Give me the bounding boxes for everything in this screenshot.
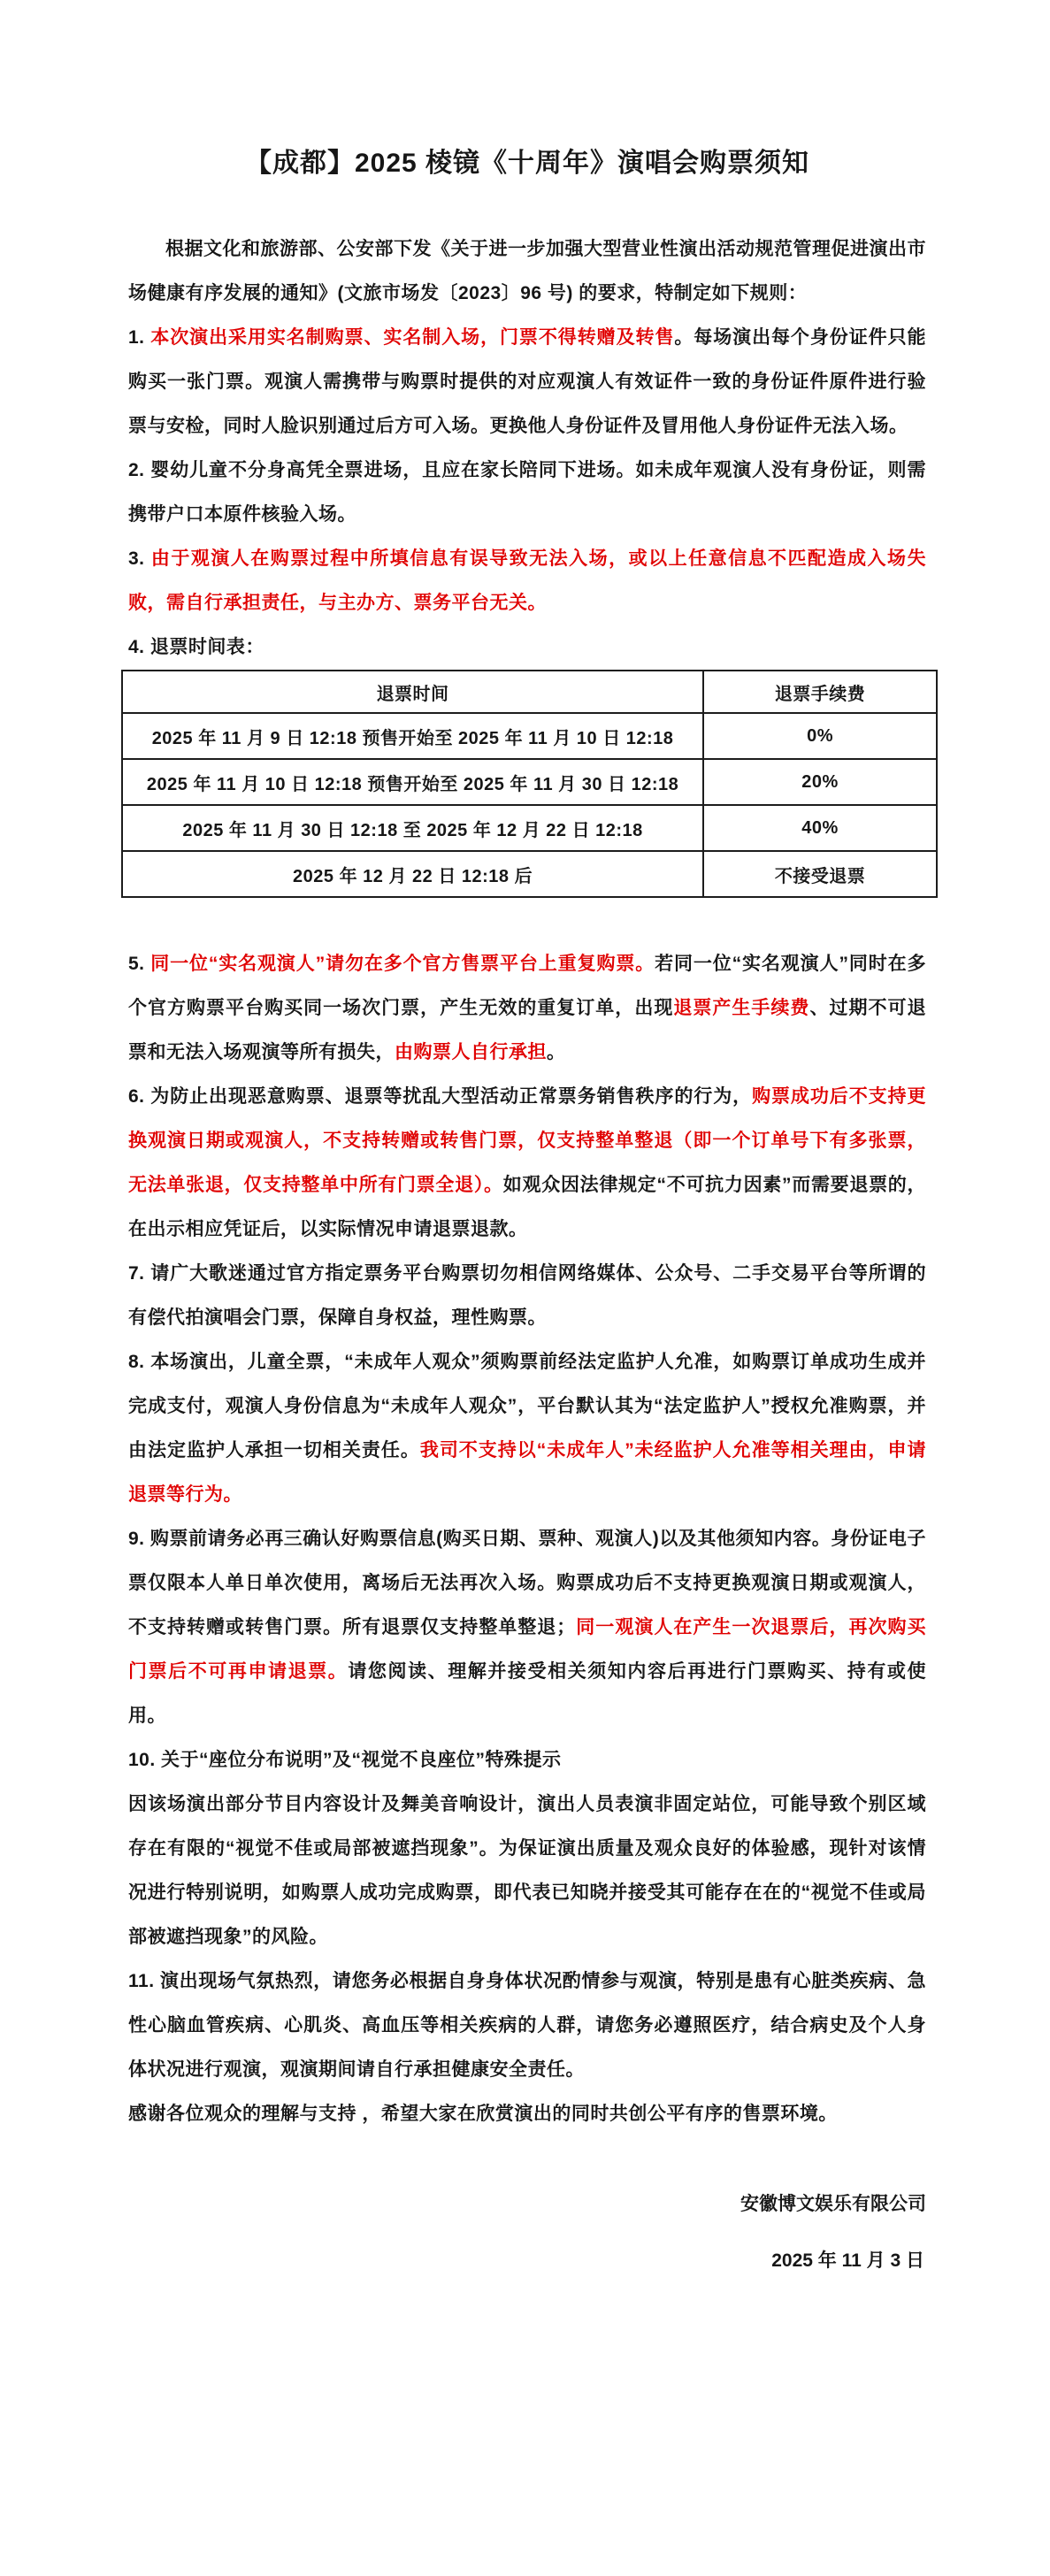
text-run: 请您阅读、理解并接受相关须知内容后再进行门票购买、持有或使用。 xyxy=(128,1661,927,1726)
company-name: 安徽博文娱乐有限公司 xyxy=(740,2194,926,2214)
text-run: 9. 购票前请务必再三确认好购票信息(购买日期、票种、观演人)以及其他须知内容。身份证电子票仅限本人单日单次使用，离场后无法再次入场。购票成功后不支持更换观演日期或观演人，不支持转赠或转售门票。所有退票仅支持整单整退； xyxy=(128,1529,926,1637)
text-run: 。 xyxy=(547,1042,566,1062)
table-row xyxy=(122,713,937,759)
item-2 xyxy=(128,448,926,537)
text-run: 11. 演出现场气氛热烈，请您务必根据自身身体状况酌情参与观演，特别是患有心脏类疾病、急性心脑血管疾病、心肌炎、高血压等相关疾病的人群，请您务必遵照医疗，结合病史及个人身体状况进行观演，观演期间请自行承担健康安全责任。 xyxy=(128,1971,926,2080)
intro-paragraph xyxy=(128,227,926,316)
text-run: 因该场演出部分节目内容设计及舞美音响设计，演出人员表演非固定站位，可能导致个别区域存在有限的“视觉不佳或局部被遮挡现象”。为保证演出质量及观众良好的体验感，现针对该情况进行特别说明，如购票人成功完成购票，即代表已知晓并接受其可能存在在的“视觉不佳或局部被遮挡现象”的风险。 xyxy=(128,1794,926,1947)
item-7 xyxy=(128,1252,926,1340)
page-title: 【成都】2025 棱镜《十周年》演唱会购票须知 xyxy=(244,149,810,178)
table-cell: 不接受退票 xyxy=(703,851,937,897)
item-1 xyxy=(128,316,926,448)
table-cell: 2025 年 11 月 30 日 12:18 至 2025 年 12 月 22 日 12:18 xyxy=(122,805,703,851)
issue-date: 2025 年 11 月 3 日 xyxy=(771,2250,924,2271)
table-cell: 0% xyxy=(703,713,937,759)
item-9 xyxy=(128,1517,926,1738)
table-cell: 2025 年 11 月 10 日 12:18 预售开始至 2025 年 11 月 30 日 12:18 xyxy=(122,759,703,805)
notice-body xyxy=(128,227,926,2136)
item-10-heading xyxy=(128,1738,926,1782)
text-run: 8. 本场演出，儿童全票，“未成年人观众”须购票前经法定监护人允准，如购票订单成功生成并完成支付，观演人身份信息为“未成年人观众”，平台默认其为“法定监护人”授权允准购票，并由法定监护人承担一切相关责任。 xyxy=(128,1352,926,1460)
item-5 xyxy=(128,942,926,1075)
text-run: 10. 关于“座位分布说明”及“视觉不良座位”特殊提示 xyxy=(128,1750,562,1770)
text-run: 5. xyxy=(128,954,151,974)
table-cell: 2025 年 12 月 22 日 12:18 后 xyxy=(122,851,703,897)
text-run: 7. 请广大歌迷通过官方指定票务平台购票切勿相信网络媒体、公众号、二手交易平台等所谓的有偿代拍演唱会门票，保障自身权益，理性购票。 xyxy=(128,1263,926,1328)
table-cell: 40% xyxy=(703,805,937,851)
table-row xyxy=(122,851,937,897)
highlighted-red-text: 购票成功后不支持更换观演日期或观演人，不支持转赠或转售门票，仅支持整单整退（即一个订单号下有多张票，无法单张退，仅支持整单中所有门票全退）。 xyxy=(128,1086,926,1195)
table-row xyxy=(122,805,937,851)
closing-paragraph xyxy=(128,2092,926,2136)
table-cell: 20% xyxy=(703,759,937,805)
signature-block xyxy=(128,2182,926,2283)
highlighted-red-text: 退票产生手续费 xyxy=(673,998,810,1018)
refund-table xyxy=(121,670,938,898)
text-run: 感谢各位观众的理解与支持 ，希望大家在欣赏演出的同时共创公平有序的售票环境。 xyxy=(128,2104,838,2124)
item-4-label xyxy=(128,625,926,670)
item-11 xyxy=(128,1959,926,2092)
highlighted-red-text: 我司不支持以“未成年人”未经监护人允准等相关理由，申请退票等行为。 xyxy=(128,1440,927,1505)
column-header: 退票时间 xyxy=(122,671,703,713)
table-header-row xyxy=(122,671,937,713)
table-row xyxy=(122,759,937,805)
table-cell: 2025 年 11 月 9 日 12:18 预售开始至 2025 年 11 月 10 日 12:18 xyxy=(122,713,703,759)
highlighted-red-text: 本次演出采用实名制购票、实名制入场，门票不得转赠及转售 xyxy=(150,327,675,348)
text-run: 、过期不可退票和无法入场观演等所有损失， xyxy=(128,998,927,1062)
column-header: 退票手续费 xyxy=(703,671,937,713)
highlighted-red-text: 同一观演人在产生一次退票后，再次购买门票后不可再申请退票。 xyxy=(128,1617,927,1682)
text-run: 。每场演出每个身份证件只能购买一张门票。观演人需携带与购票时提供的对应观演人有效证件一致的身份证件原件进行验票与安检，同时人脸识别通过后方可入场。更换他人身份证件及冒用他人身份证件无法入场。 xyxy=(128,327,927,436)
highlighted-red-text: 由于观演人在购票过程中所填信息有误导致无法入场，或以上任意信息不匹配造成入场失败，需自行承担责任，与主办方、票务平台无关。 xyxy=(128,548,926,613)
text-run: 1. xyxy=(128,327,151,348)
item-10-body xyxy=(128,1782,926,1959)
text-run: 若同一位“实名观演人”同时在多个官方购票平台购买同一场次门票，产生无效的重复订单，出现 xyxy=(128,954,926,1018)
text-run: 2. 婴幼儿童不分身高凭全票进场，且应在家长陪同下进场。如未成年观演人没有身份证，则需携带户口本原件核验入场。 xyxy=(128,460,926,525)
item-8 xyxy=(128,1340,926,1517)
item-6 xyxy=(128,1075,926,1252)
highlighted-red-text: 同一位“实名观演人”请勿在多个官方售票平台上重复购票。 xyxy=(150,954,655,974)
text-run: 根据文化和旅游部、公安部下发《关于进一步加强大型营业性演出活动规范管理促进演出市场健康有序发展的通知》(文旅市场发〔2023〕96 号) 的要求，特制定如下规则： xyxy=(128,239,926,303)
highlighted-red-text: 由购票人自行承担 xyxy=(395,1042,547,1062)
text-run: 3. xyxy=(128,548,151,569)
text-run: 6. 为防止出现恶意购票、退票等扰乱大型活动正常票务销售秩序的行为， xyxy=(128,1086,753,1107)
item-3 xyxy=(128,537,926,625)
text-run: 4. 退票时间表： xyxy=(128,637,264,657)
text-run: 如观众因法律规定“不可抗力因素”而需要退票的，在出示相应凭证后，以实际情况申请退票退款。 xyxy=(128,1175,927,1239)
